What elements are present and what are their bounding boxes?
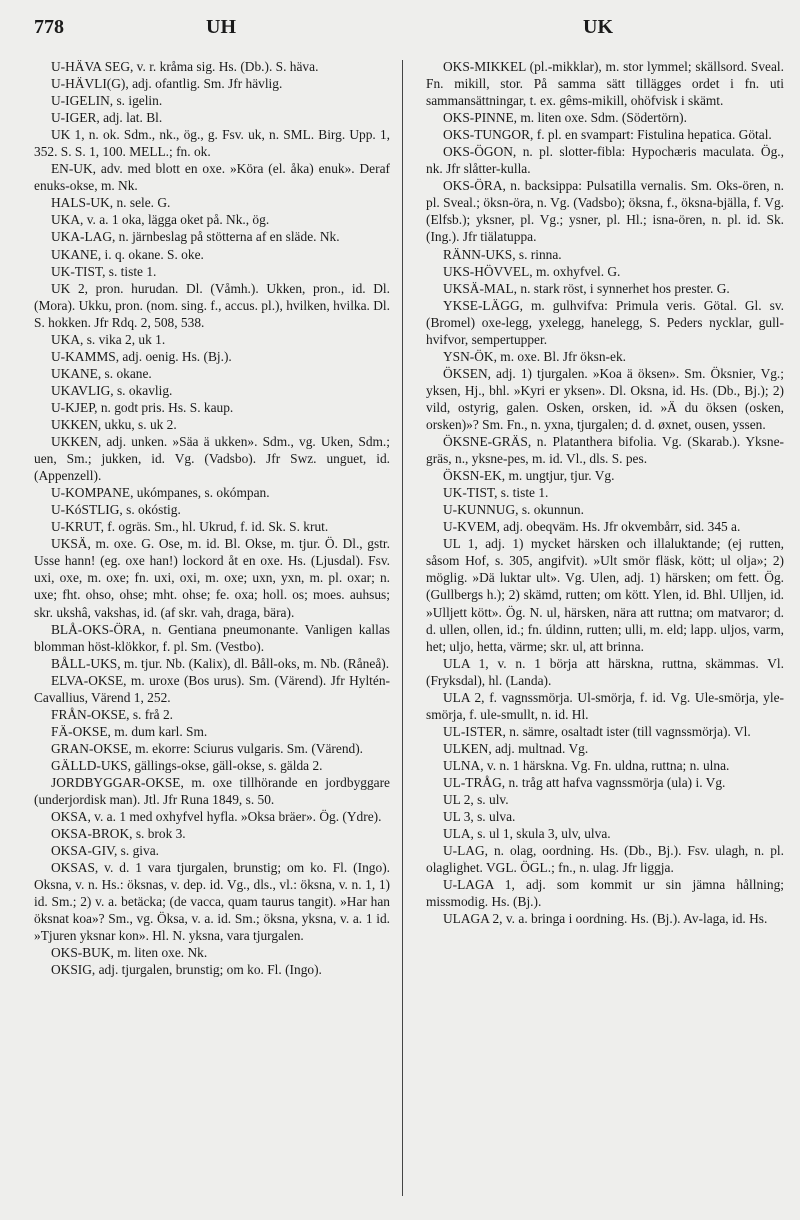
running-header: [0, 16, 800, 46]
dictionary-entry: OKS-ÖRA, n. backsippa: Pulsatilla vernalis. Sm. Oks-ören, n. pl. Sveal.; öksn-öra, n. Vg. (Vadsbo); öksna, f., öksna-bjälla, f. Vg. (Elfsb.); yksner, pl. Vg.; ysner, pl. Hl.; isna-ören, n. pl. id. Sk. (Ing.). Jfr tiälatuppa.: [426, 178, 784, 245]
dictionary-entry: UKANE, i. q. okane. S. oke.: [51, 246, 204, 262]
dictionary-entry: OKS-TUNGOR, f. pl. en svampart: Fistulina hepatica. Götal.: [443, 127, 772, 143]
dictionary-entry: UKKEN, adj. unken. »Säa ä ukken». Sdm., vg. Uken, Sdm.; uen, Sm.; jukken, id. Vg. (Vadsbo). Jfr Swz. unguet, id. (Appenzell).: [34, 434, 390, 484]
dictionary-entry: OKSAS, v. d. 1 vara tjurgalen, brunstig; om ko. Fl. (Ingo). Oksna, v. n. Hs.: öksnas, v. dep. id. Vg., dls., vl.: öksna, v. n. 1, 1) id. Sm.; 2) v. a. betäcka; (de vacca, quam taurus tangit). »Har han öksnat koa»? Sm., vg. Öksa, v. a. id. Sm.; öksna, yksna, v. a. 1 id. »Tjuren yksnar kon». Hl. N. yksna, vara tjurgalen.: [34, 860, 390, 944]
dictionary-entry: ULNA, v. n. 1 härskna. Vg. Fn. uldna, ruttna; n. ulna.: [443, 757, 730, 773]
dictionary-entry: UKA, v. a. 1 oka, lägga oket på. Nk., ög.: [51, 212, 270, 228]
dictionary-entry: UKS-HÖVVEL, m. oxhyfvel. G.: [443, 263, 621, 279]
dictionary-entry: U-KAMMS, adj. oenig. Hs. (Bj.).: [51, 348, 232, 364]
dictionary-entry: YKSE-LÄGG, m. gulhvifva: Primula veris. Götal. Gl. sv. (Bromel) oxe-legg, yxelegg, hanelegg, S. Peders nycklar, gull-hvifvor, sempertupper.: [426, 297, 784, 347]
dictionary-entry: UL 2, s. ulv.: [443, 792, 509, 808]
dictionary-entry: UKA-LAG, n. järnbeslag på stötterna af en släde. Nk.: [51, 229, 340, 245]
dictionary-entry: ULAGA 2, v. a. bringa i oordning. Hs. (Bj.). Av-laga, id. Hs.: [443, 911, 768, 927]
dictionary-entry: U-LAG, n. olag, oordning. Hs. (Db., Bj.). Fsv. ulagh, n. pl. olaglighet. VGL. ÖGL.; fn., n. ulag. Jfr liggja.: [426, 843, 784, 876]
page-number: 778: [34, 16, 64, 38]
running-head-right: UK: [583, 16, 613, 38]
dictionary-entry: ÖKSEN, adj. 1) tjurgalen. »Koa ä öksen». Sm. Öksnier, Vg.; yksen, Hj., bhl. »Kyri er yksen». Dl. Oksna, id. Hs. (Db., Bj.); 2) vild, ostyrig, galen. Osken, orsken, id. »Ä du öksen (osken, orsken)»? Sm. Fn., n. yxna, tjurgalen; d. d. øxnet, ousen, yssen.: [426, 365, 784, 432]
dictionary-entry: YSN-ÖK, m. oxe. Bl. Jfr öksn-ek.: [443, 348, 626, 364]
dictionary-entry: ULA 2, f. vagnssmörja. Ul-smörja, f. id. Vg. Ule-smörja, yle-smörja, f. ule-smullt, n. id. Hl.: [426, 689, 784, 722]
dictionary-entry: HALS-UK, n. sele. G.: [51, 195, 171, 211]
right-column: [426, 58, 784, 927]
dictionary-entry: ÖKSNE-GRÄS, n. Platanthera bifolia. Vg. (Skarab.). Yksne-gräs, n., yksne-pes, m. id. Vl., dls. S. pes.: [426, 434, 784, 467]
dictionary-entry: FÄ-OKSE, m. dum karl. Sm.: [51, 723, 208, 739]
dictionary-entry: U-KJEP, n. godt pris. Hs. S. kaup.: [51, 399, 234, 415]
dictionary-entry: UK-TIST, s. tiste 1.: [443, 485, 549, 501]
dictionary-entry: GRAN-OKSE, m. ekorre: Sciurus vulgaris. Sm. (Värend).: [51, 740, 364, 756]
dictionary-entry: U-LAGA 1, adj. som kommit ur sin jämna hållning; missmodig. Hs. (Bj.).: [426, 877, 784, 910]
dictionary-entry: UL 3, s. ulva.: [443, 809, 516, 825]
dictionary-entry: FRÅN-OKSE, s. frå 2.: [51, 706, 173, 722]
dictionary-entry: U-KUNNUG, s. okunnun.: [443, 502, 584, 518]
dictionary-entry: OKSA, v. a. 1 med oxhyfvel hyfla. »Oksa bräer». Ög. (Ydre).: [51, 809, 382, 825]
dictionary-entry: UKAVLIG, s. okavlig.: [51, 382, 173, 398]
dictionary-entry: BLÅ-OKS-ÖRA, n. Gentiana pneumonante. Vanligen kallas blomman höst-klökkor, f. pl. Sm. (Vestbo).: [34, 621, 390, 654]
dictionary-entry: U-KóSTLIG, s. okóstig.: [51, 502, 181, 518]
dictionary-entry: U-HÄVLI(G), adj. ofantlig. Sm. Jfr hävlig.: [51, 76, 283, 92]
dictionary-entry: OKSIG, adj. tjurgalen, brunstig; om ko. Fl. (Ingo).: [51, 962, 322, 978]
dictionary-entry: U-KVEM, adj. obeqväm. Hs. Jfr okvembårr, sid. 345 a.: [443, 519, 741, 535]
dictionary-entry: BÅLL-UKS, m. tjur. Nb. (Kalix), dl. Båll-oks, m. Nb. (Råneå).: [51, 655, 390, 671]
running-head-left: UH: [206, 16, 236, 38]
dictionary-entry: UKSÄ-MAL, n. stark röst, i synnerhet hos prester. G.: [443, 280, 730, 296]
dictionary-entry: OKS-MIKKEL (pl.-mikklar), m. stor lymmel; skällsord. Sveal. Fn. mikill, stor. På samma sätt tillägges ordet i fn. uti sammansättningar, t. ex. gêms-mikill, ohöfvisk i skämt.: [426, 59, 784, 109]
column-divider: [402, 60, 403, 1196]
dictionary-entry: U-KOMPANE, ukómpanes, s. okómpan.: [51, 485, 270, 501]
dictionary-entry: UK-TIST, s. tiste 1.: [51, 263, 157, 279]
left-column: [34, 58, 390, 979]
dictionary-entry: U-IGELIN, s. igelin.: [51, 93, 163, 109]
dictionary-entry: ÖKSN-EK, m. ungtjur, tjur. Vg.: [443, 468, 615, 484]
dictionary-entry: UKA, s. vika 2, uk 1.: [51, 331, 166, 347]
dictionary-entry: UKKEN, ukku, s. uk 2.: [51, 416, 177, 432]
dictionary-entry: UL-ISTER, n. sämre, osaltadt ister (till vagnssmörja). Vl.: [443, 723, 751, 739]
dictionary-entry: ELVA-OKSE, m. uroxe (Bos urus). Sm. (Värend). Jfr Hyltén-Cavallius, Värend 1, 252.: [34, 672, 390, 705]
dictionary-entry: U-KRUT, f. ogräs. Sm., hl. Ukrud, f. id. Sk. S. krut.: [51, 519, 329, 535]
dictionary-entry: OKS-PINNE, m. liten oxe. Sdm. (Södertörn).: [443, 110, 687, 126]
dictionary-entry: UK 1, n. ok. Sdm., nk., ög., g. Fsv. uk, n. SML. Birg. Upp. 1, 352. S. S. 1, 100. MELL.; fn. ok.: [34, 127, 390, 160]
dictionary-entry: UK 2, pron. hurudan. Dl. (Våmh.). Ukken, pron., id. Dl. (Mora). Ukku, pron. (nom. sing. f., accus. pl.), hvilken, hvilka. Dl. S. hokken. Jfr Rdq. 2, 508, 538.: [34, 280, 390, 330]
dictionary-entry: RÄNN-UKS, s. rinna.: [443, 246, 562, 262]
dictionary-entry: UKANE, s. okane.: [51, 365, 152, 381]
dictionary-entry: U-HÄVA SEG, v. r. kråma sig. Hs. (Db.). S. häva.: [51, 59, 319, 74]
dictionary-entry: UL 1, adj. 1) mycket härsken och illaluktande; (ej rutten, såsom Hof, s. 305, angifvit). »Ult smör fläsk, kött; ul olja»; 2) möglig. »Dä luktar ult». Vg. Ulen, adj. 1) härsken; om fett. Ög. (Gullbergs h.); 2) skämd, rutten; om kött. Ylen, id. Bhl. Ulljen, id. »Ulljett kött». Ög. N. ul, härsken, nära att ruttna; om matvaror; d. d. ullen, ollen, id.; fn. úldinn, rutten; ulli, m. eld; lapp. uljos, varm, het; uljo, hetta, värme; skr. ul, att brinna.: [426, 536, 784, 654]
dictionary-entry: JORDBYGGAR-OKSE, m. oxe tillhörande en jordbyggare (underjordisk man). Jtl. Jfr Runa 1849, s. 50.: [34, 774, 390, 808]
dictionary-entry: OKS-BUK, m. liten oxe. Nk.: [51, 945, 208, 961]
dictionary-entry: OKSA-BROK, s. brok 3.: [51, 826, 186, 842]
dictionary-entry: OKS-ÖGON, n. pl. slotter-fibla: Hypochæris maculata. Ög., nk. Jfr slåtter-kulla.: [426, 144, 784, 177]
dictionary-entry: ULKEN, adj. multnad. Vg.: [443, 740, 589, 756]
dictionary-entry: ULA 1, v. n. 1 börja att härskna, ruttna, skämmas. Vl. (Fryksdal), hl. (Landa).: [426, 655, 784, 688]
dictionary-entry: EN-UK, adv. med blott en oxe. »Köra (el. åka) enuk». Deraf enuks-okse, m. Nk.: [34, 161, 390, 194]
dictionary-entry: GÄLLD-UKS, gällings-okse, gäll-okse, s. gälda 2.: [51, 757, 323, 773]
dictionary-entry: U-IGER, adj. lat. Bl.: [51, 110, 163, 126]
dictionary-entry: OKSA-GIV, s. giva.: [51, 843, 159, 859]
dictionary-entry: ULA, s. ul 1, skula 3, ulv, ulva.: [443, 826, 611, 842]
dictionary-entry: UKSÄ, m. oxe. G. Ose, m. id. Bl. Okse, m. tjur. Ö. Dl., gstr. Usse hann! (eg. oxe han!) lockord åt en oxe. Hs. (Ljusdal). Fsv. uxi, oxe, m. oxe; fn. uxi, oxi, m. oxe; uxn, yxn, m. pl. oxar; n. uxe; fht. ohso, ohse; mht. ohse; fe. oxa; holl. os; moes. auhsus; skr. ukshâ, vakshas, id. (af skr. vah, draga, bära).: [34, 536, 390, 620]
dictionary-entry: UL-TRÅG, n. tråg att hafva vagnssmörja (ula) i. Vg.: [443, 774, 726, 790]
